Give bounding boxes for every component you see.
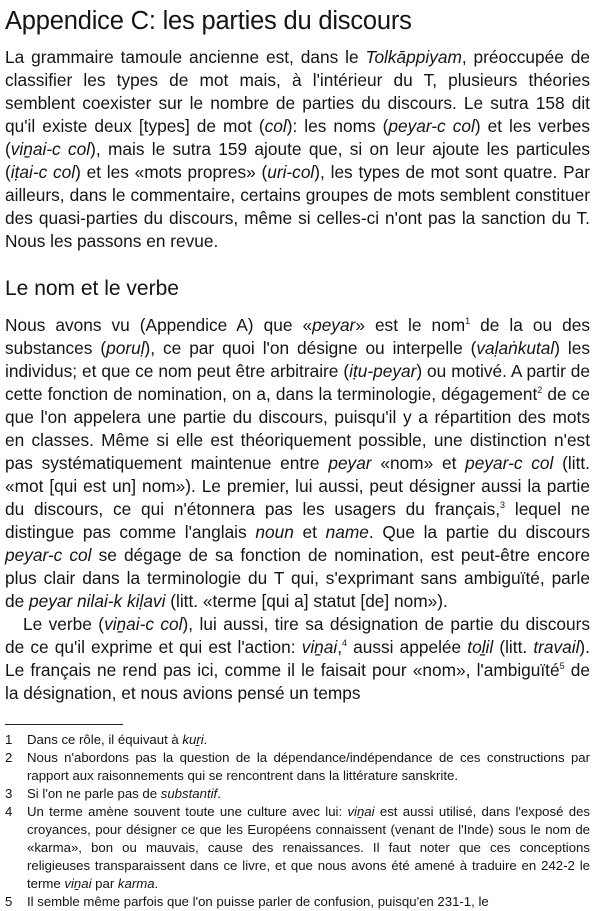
italic-term: Tolkāppiyam (365, 47, 462, 67)
section-heading: Le nom et le verbe (5, 277, 179, 300)
text-run: lequel ne distingue pas comme l'anglais (5, 499, 590, 542)
italic-term: viṉai (64, 876, 92, 891)
text-run: de ce que l'on appelera une partie du discours, puisqu'il y a répartition des mots en classes. Même si elle est théoriquement possible, une distinction n'est pas systématiquement maintenue entre (5, 384, 590, 473)
footnote-text (27, 785, 590, 803)
italic-term: peyar (328, 453, 372, 473)
italic-term: peyar (312, 315, 356, 335)
footnote (5, 893, 590, 911)
text-run: ), ce par quoi l'on désigne ou interpelle ( (144, 338, 477, 358)
text-run: ), les types de mot sont quatre. Par ailleurs, dans le commentaire, certains groupes de mots semblent constituer des quasi-parties du discours, même si celles-ci n'ont pas la sanction du T. Nous les passons en revue. (5, 162, 590, 251)
text-run: Un terme amène souvent toute une culture avec lui: (27, 804, 348, 819)
footnote (5, 731, 590, 749)
text-run: se dégage de sa fonction de nomination, est peut-être encore plus clair dans la terminologie du T qui, s'exprimant sans ambiguïté, parle de (5, 545, 590, 611)
text-run: aussi appelée (347, 637, 468, 657)
footnote (5, 803, 590, 893)
text-run: et (293, 522, 326, 542)
page-title: Appendice C: les parties du discours (5, 7, 412, 35)
footnote-number: 3 (5, 786, 13, 801)
italic-term: poruḷ (106, 338, 145, 358)
footnote-ref: 1 (465, 316, 471, 326)
italic-term: noun (255, 522, 294, 542)
text-run: ), mais le sutra 159 ajoute que, si on leur ajoute les particules ( (5, 139, 590, 182)
italic-term: name (325, 522, 369, 542)
footnote-number: 5 (5, 894, 13, 909)
text-run: Il semble même parfois que l'on puisse parler de confusion, puisqu'en 231-1, le (27, 894, 489, 909)
text-run: de la désignation, et nous avions pensé un temps (5, 660, 591, 703)
italic-term: substantif (160, 786, 218, 801)
footnote-ref: 4 (342, 638, 348, 648)
text-run: Si l'on ne parle pas de (27, 786, 161, 801)
text-run: Nous avons vu (Appendice A) que « (5, 315, 313, 335)
text-run: par (91, 876, 118, 891)
italic-term: iṭu-peyar (349, 361, 417, 381)
footnote-text (27, 803, 590, 893)
footnote-number: 4 (5, 804, 13, 819)
italic-term: travail (533, 637, 580, 657)
italic-term: kuṟi (182, 732, 204, 747)
text-run: ): les noms ( (286, 116, 389, 136)
text-run: (litt. «terme [qui a] statut [de] nom»). (165, 591, 448, 611)
footnote-ref: 2 (537, 385, 543, 395)
italic-term: peyar nilai-k kiḷavi (29, 591, 166, 611)
footnote-number: 2 (5, 750, 13, 765)
text-run: ) et les «mots propres» ( (75, 162, 268, 182)
text-run: de la ou des substances ( (5, 315, 591, 358)
body-paragraph-1 (5, 314, 590, 613)
text-run: ) ou motivé. A partir de cette fonction de nomination, on a, dans la terminologie, dégagement (5, 361, 590, 404)
text-run: , (337, 637, 343, 657)
body-paragraph-2 (5, 613, 590, 705)
italic-term: peyar-c col (5, 545, 92, 565)
italic-term: karma (117, 876, 155, 891)
text-run: Le verbe ( (23, 614, 105, 634)
text-run: (litt. «mot [qui est un] nom»). Le premier, lui aussi, peut désigner aussi la partie du discours, ce qui n'étonnera pas les usagers du français, (5, 453, 590, 519)
footnotes (5, 731, 590, 911)
italic-term: toḻil (467, 637, 494, 657)
text-run: ), lui aussi, tire sa désignation de partie du discours de ce qu'il exprime et qui est l'action: (5, 614, 590, 657)
italic-term: col (264, 116, 287, 136)
text-run: La grammaire tamoule ancienne est, dans le (5, 47, 366, 67)
text-run: ). Le français ne rend pas ici, comme il le faisait pour «nom», l'ambiguïté (5, 637, 590, 680)
intro-paragraph (5, 46, 590, 253)
footnote-divider (5, 724, 123, 725)
italic-term: uri-col (267, 162, 315, 182)
footnote-text (27, 731, 590, 749)
italic-term: viṉai-c col (104, 614, 183, 634)
footnote (5, 785, 590, 803)
text-run: Nous n'abordons pas la question de la dépendance/indépendance de ces constructions par rapport aux raisonnements qui se rencontrent dans la littérature sanskrite. (27, 750, 590, 783)
footnote-ref: 3 (500, 500, 506, 510)
italic-term: viṉai-c col (10, 139, 91, 159)
italic-term: iṭai-c col (10, 162, 76, 182)
text-run: , préoccupée de classifier les types de mot mais, à l'intérieur du T, plusieurs théories semblent coexister sur le nombre de parties du discours. Le sutra 158 dit qu'il existe deux [types] de mot ( (5, 47, 590, 136)
text-run: . (203, 732, 208, 747)
text-run: ) et les verbes ( (5, 116, 590, 159)
italic-term: viṉai (301, 637, 338, 657)
footnote-text (27, 893, 590, 911)
text-run: . (154, 876, 159, 891)
text-run: . (217, 786, 221, 801)
text-run: (litt. (493, 637, 534, 657)
text-run: est aussi utilisé, dans l'exposé des croyances, pour désigner ce que les Européens connaissent (venant de l'Inde) sous le nom de «karma», bon ou mauvais, cause des renaissances. Il faut noter que ces conceptions religieuses transparaissent dans ce livre, et que nous avons été amené à traduire en 242-2 le terme (27, 804, 590, 891)
text-run: Dans ce rôle, il équivaut à (27, 732, 183, 747)
italic-term: viṉai (347, 804, 375, 819)
text-run: . Que la partie du discours (368, 522, 590, 542)
text-run: «nom» et (371, 453, 466, 473)
italic-term: vaḷaṅkutal (476, 338, 555, 358)
italic-term: peyar-c col (388, 116, 475, 136)
footnote-text (27, 749, 590, 785)
footnote-number: 1 (5, 732, 13, 747)
footnote (5, 749, 590, 785)
footnote-ref: 5 (559, 661, 565, 671)
italic-term: peyar-c col (465, 453, 554, 473)
text-run: ) les individus; et que ce nom peut être arbitraire ( (5, 338, 590, 381)
text-run: » est le nom (355, 315, 466, 335)
